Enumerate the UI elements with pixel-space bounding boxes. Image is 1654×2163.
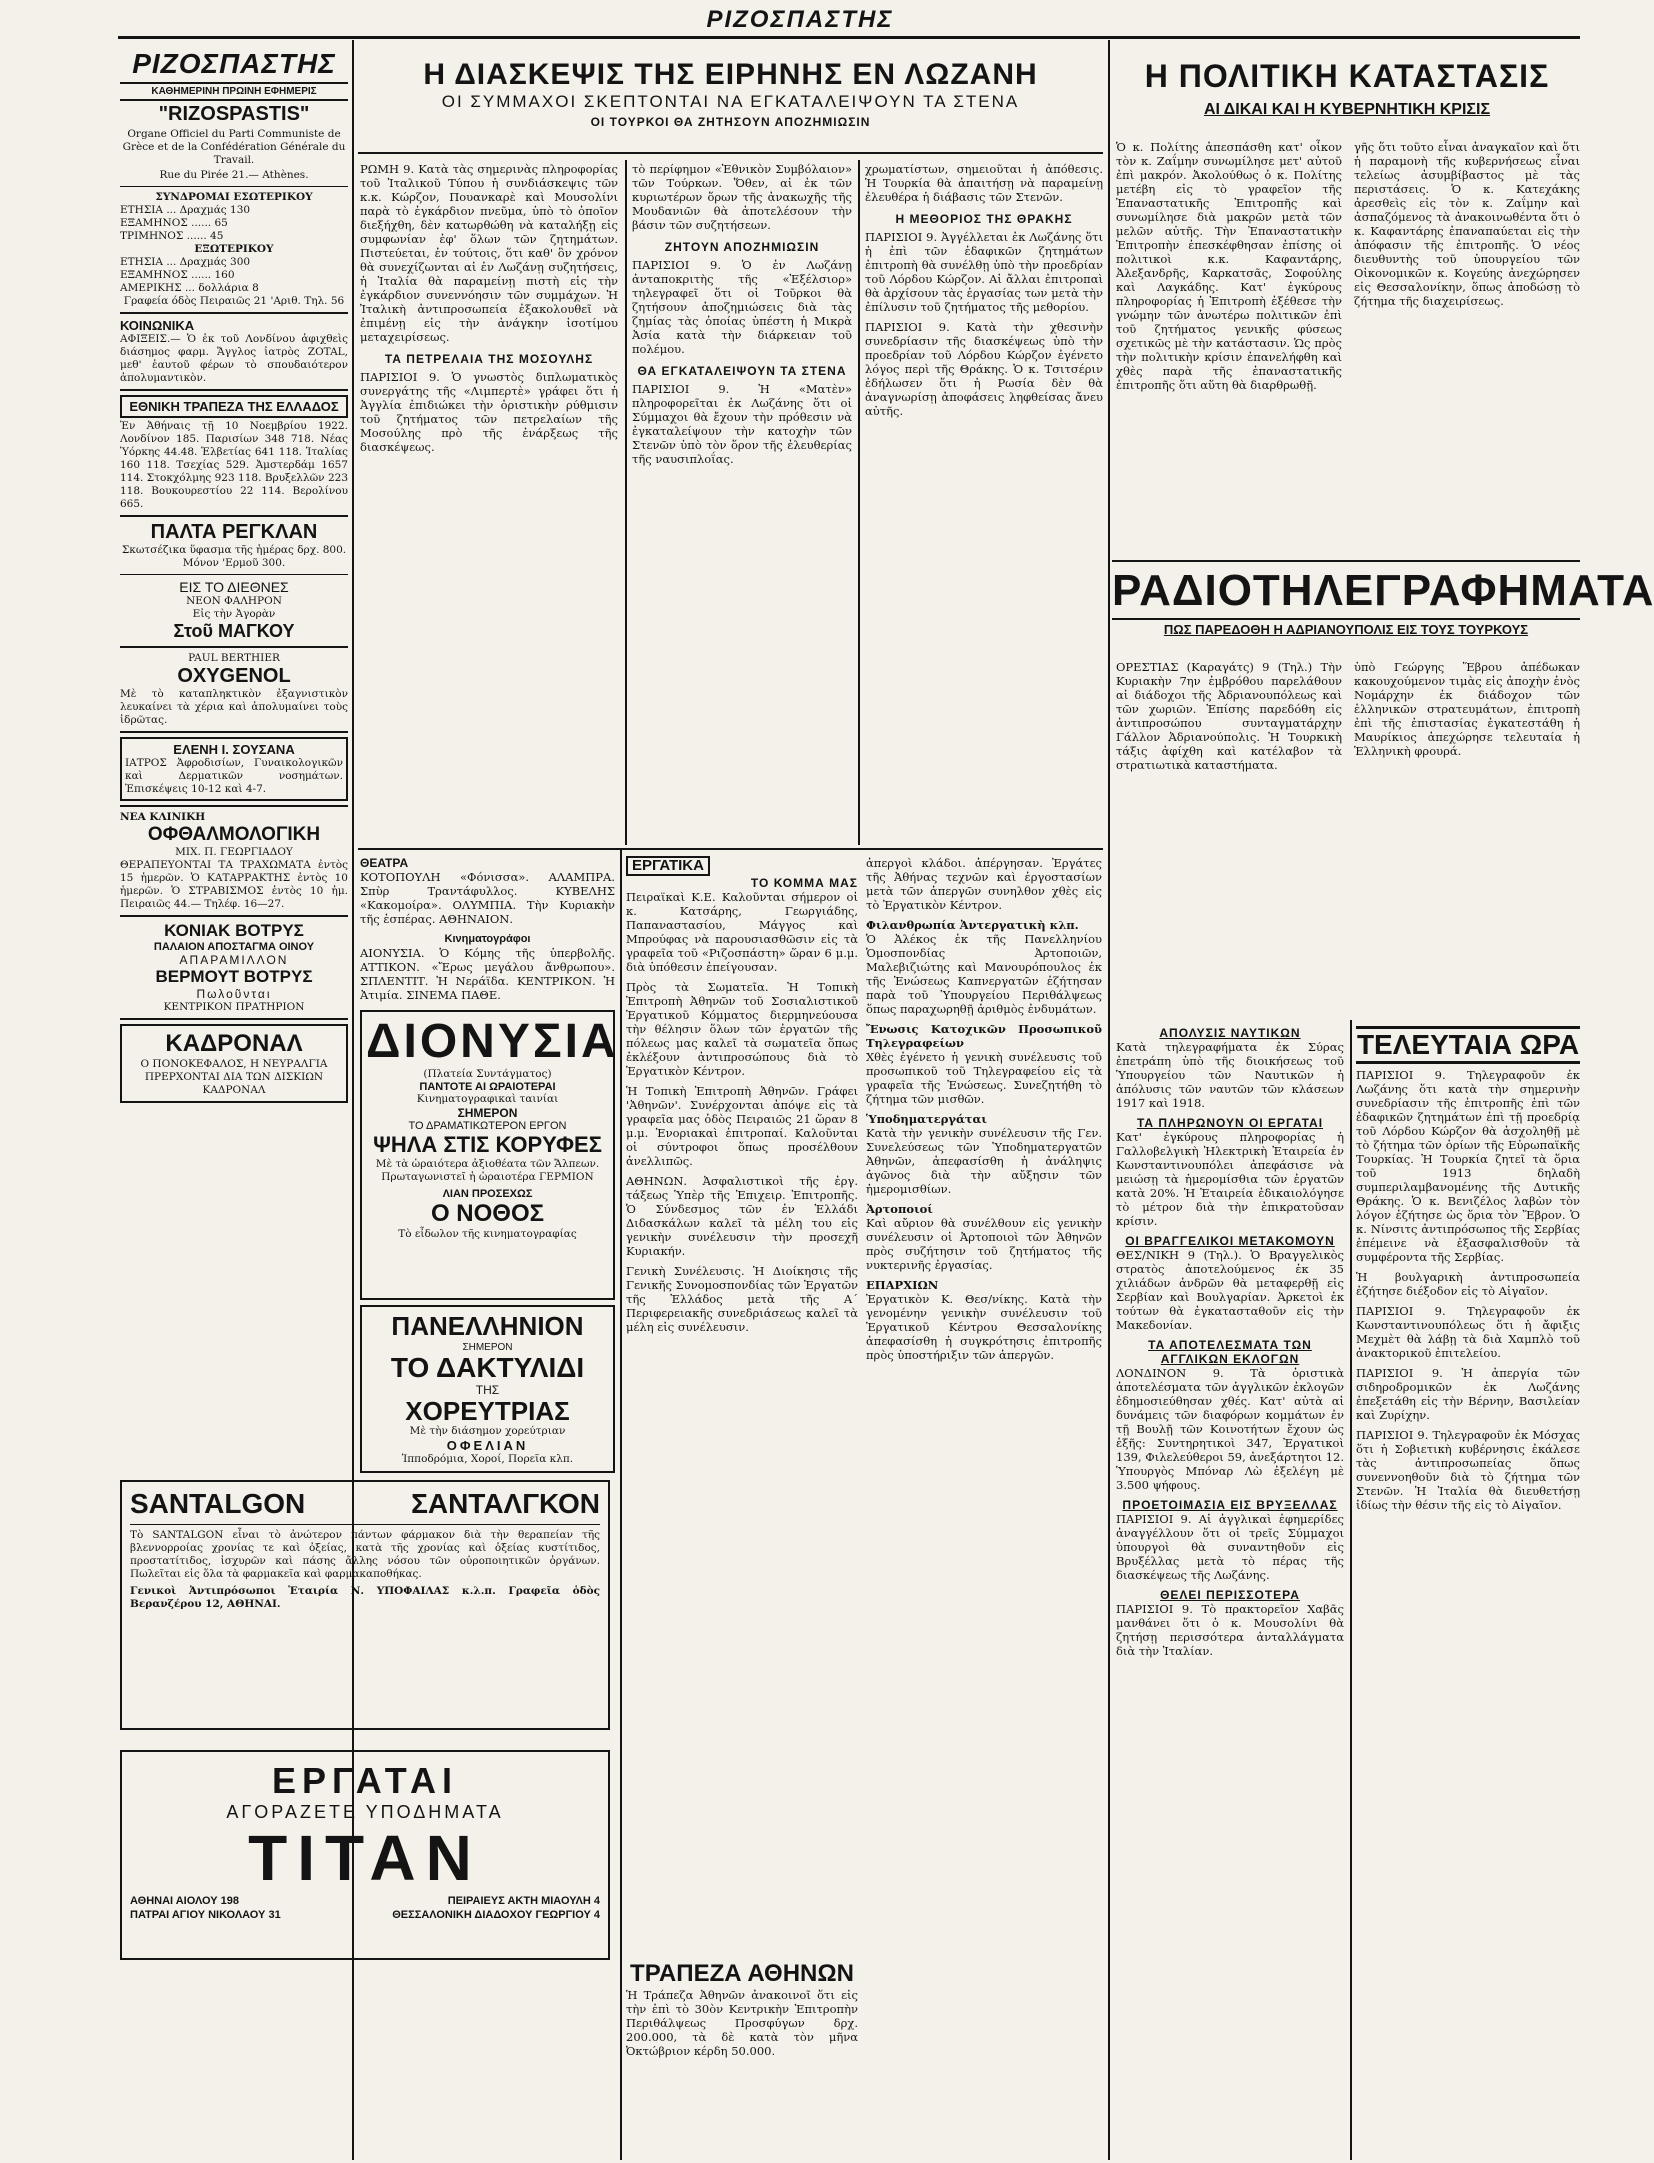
rule xyxy=(120,805,348,807)
last-hour-title: ΤΕΛΕΥΤΑΙΑ ΩΡΑ xyxy=(1356,1026,1580,1064)
rule xyxy=(120,915,348,917)
theatre-section xyxy=(360,856,615,1008)
wrangel-title: ΟΙ ΒΡΑΓΓΕΛΙΚΟΙ ΜΕΤΑΚΟΜΟΥΝ xyxy=(1125,1234,1335,1248)
more-text: ΠΑΡΙΣΙΟΙ 9. Τὸ πρακτορεῖον Χαβᾶς μανθάνει ὅτι ὁ κ. Μουσολίνι θὰ ζητήσῃ περισσότερα ἀνταλλάγματα διὰ τὴν Ἰταλίαν. xyxy=(1116,1602,1344,1658)
ad-kadronal-title: ΚΑΔΡΟΝΑΛ xyxy=(165,1030,303,1057)
titan-address: ΑΘΗΝΑΙ ΑΙΟΛΟΥ 198 xyxy=(130,1895,240,1907)
ergatika-col2-text: Ἐργατικὸν Κ. Θεσ/νίκης. Κατὰ τὴν γενομένην γενικὴν συνέλευσιν τοῦ Ἐργατικοῦ Κέντρου Θεσσαλονίκης ἀπεφασίσθη ἡ συγκρότησις ἐπιτροπῆς πρὸς ὑποστήριξιν τῶν ἀπεργῶν. xyxy=(866,1292,1102,1362)
ad-panellinion xyxy=(360,1305,615,1473)
ad-oxygenol-top: PAUL BERTHIER xyxy=(188,652,280,664)
last-hour-text: ΠΑΡΙΣΙΟΙ 9. Τηλεγραφοῦν ἐκ Μόσχας ὅτι ἡ Σοβιετικὴ κυβέρνησις ἐκάλεσε τὰς ἀντιπροσωπείας ὅπως συνεννοηθοῦν διὰ τὸ ζήτημα τῶν Στενῶν. Ἡ Ἰταλία θὰ διευθετήσῃ ἰδίως τὴν θέσιν τῆς εἰς τὸ Αἰγαῖον. xyxy=(1356,1428,1580,1512)
trapeza-title: ΤΡΑΠΕΖΑ ΑΘΗΝΩΝ xyxy=(630,1960,854,1987)
theatre-text: ΚΟΤΟΠΟΥΛΗ «Φόνισσα». ΑΛΑΜΠΡΑ. Σπὺρ Τραντάφυλλος. ΚΥΒΕΛΗΣ «Κακομοίρα». ΟΛΥΜΠΙΑ. Τὴν Κυριακὴν τῆς ἑσπέρας. ΑΘΗΝΑΙΟΝ. xyxy=(360,870,615,926)
ad-clinic-title: ΟΦΘΑΛΜΟΛΟΓΙΚΗ xyxy=(147,824,321,845)
koinonika-text: ΑΦΙΞΕΙΣ.— Ὁ ἐκ τοῦ Λονδίνου ἀφιχθεὶς διάσημος φαρμ. Ἄγγλος ἰατρὸς ZOTAL, μεθ' ἑαυτοῦ φέρων τὸ σπουδαιότερον ἀπολυμαντικὸν. xyxy=(120,333,348,384)
rule xyxy=(120,186,348,187)
dionysia-line: ΛΙΑΝ ΠΡΟΣΕΧΩΣ xyxy=(442,1188,533,1200)
radio-col1 xyxy=(1116,660,1342,778)
radio-header xyxy=(1112,566,1654,637)
rule xyxy=(358,848,1103,850)
ergatika-col2 xyxy=(866,856,1102,1368)
ad-kadronal-text: Ο ΠΟΝΟΚΕΦΑΛΟΣ, Η ΝΕΥΡΑΛΓΙΑ ΠΡΕΡΧΟΝΤΑΙ ΔΙΑ ΤΩΝ ΔΙΣΚΙΩΝ ΚΑΔΡΟΝΑΛ xyxy=(140,1058,328,1096)
thrace-text: ΠΑΡΙΣΙΟΙ 9. Ἀγγέλλεται ἐκ Λωζάνης ὅτι ἡ ἐπὶ τῶν ἐδαφικῶν ζητημάτων ἐπιτροπὴ θὰ συνέλθῃ ὑπὸ τὴν προεδρίαν τοῦ Λόρδου Κώρζον. Αἱ ἄλλαι ἐπιτροπαὶ θὰ ἀρχίσουν τὰς ἐργασίας των μετὰ τὴν ἐπίλυσιν τοῦ ζητήματος τῆς μεθορίου. xyxy=(865,230,1103,314)
ergatika-title: ΕΡΓΑΤΙΚΑ xyxy=(626,856,710,876)
ad-kadronal xyxy=(120,1024,348,1103)
stena-title: ΘΑ ΕΓΚΑΤΑΛΕΙΨΟΥΝ ΤΑ ΣΤΕΝΑ xyxy=(637,364,847,378)
politics-col1-text: Ὁ κ. Πολίτης ἀπεσπάσθη κατ' οἶκον τὸν κ. Ζαΐμην συνωμίλησε μετ' αὐτοῦ ἐπὶ μακρόν. Ἀκολούθως ὁ κ. Πολίτης μετέβη εἰς τὸ γραφεῖον τῆς Ἐπαναστατικῆς Ἐπιτροπῆς καὶ συνωμίλησε διὰ μακρῶν μετὰ τῶν μελῶν αὐτῆς. Τὴν Ἐπαναστατικὴν Ἐπιτροπὴν ἐπεσκέφθησαν ἐπίσης οἱ πολιτικοὶ κ.κ. Καφαντάρης, Ἀλεξανδρῆς, Καρκατσᾶς, Σοφούλης καὶ Λαγκάδης. Κατ' ἐγκύρους πληροφορίας ἡ Ἐπιτροπὴ ἐξέθεσε τὴν γνώμην τῶν ἀνωτέρω πολιτικῶν ἐπὶ τοῦ ζητήματος γενικῆς φύσεως σχετικῶς μὲ τὴν κατάστασιν. Ὡς πρὸς τὴν πολιτικὴν κρίσιν ἐπανελήφθη καὶ χθὲς παρὰ τῆς ἐπαναστατικῆς ἐπιτροπῆς ὅτι αὕτη θὰ διαρθρωθῇ. xyxy=(1116,140,1342,392)
column-rule xyxy=(858,160,860,845)
workers-pay-text: Κατ' ἐγκύρους πληροφορίας ἡ Γαλλοβελγικὴ Ἠλεκτρικὴ Ἑταιρεία ἐν Κωνσταντινουπόλει ἀπεφάσισε νὰ μειώσῃ τὰ ἡμερομίσθια τῶν ἐργατῶν κατὰ 20%. Ἡ Ἑταιρεία ἐδικαιολόγησε τὸ μέτρον διὰ τὴν ἐπικρατοῦσαν κρίσιν. xyxy=(1116,1130,1344,1228)
ad-botrys-line: ΚΟΝΙΑΚ ΒΟΤΡΥΣ xyxy=(164,921,304,940)
ad-botrys-line: ΚΕΝΤΡΙΚΟΝ ΠΡΑΤΗΡΙΟΝ xyxy=(163,1001,305,1013)
main-headline: Η ΔΙΑΣΚΕΨΙΣ ΤΗΣ ΕΙΡΗΝΗΣ ΕΝ ΛΩΖΑΝΗ xyxy=(423,58,1038,91)
titan-brand: ΤΙΤΑΝ xyxy=(248,1822,482,1894)
ergatika-col2-text: Χθὲς ἐγένετο ἡ γενικὴ συνέλευσις τοῦ προσωπικοῦ τοῦ Τηλεγραφείου εἰς τὰ γραφεῖα τῆς Ἑνώσεως. Συνεζητήθη τὸ ζήτημα τῶν μισθῶν. xyxy=(866,1050,1102,1106)
ergatika-col2-text: Κατὰ τὴν γενικὴν συνέλευσιν τῆς Γεν. Συνελεύσεως τῶν Ὑποδηματεργατῶν Ἀθηνῶν, ἀπεφασίσθη ἡ ἀνάληψις ἀγῶνος διὰ τὴν αὔξησιν τῶν ἡμερομισθίων. xyxy=(866,1126,1102,1196)
radio-news-col xyxy=(1116,1026,1344,1664)
panellinion-line: ΤΗΣ xyxy=(475,1383,500,1397)
radio-sub: ΠΩΣ ΠΑΡΕΔΟΘΗ Η ΑΔΡΙΑΝΟΥΠΟΛΙΣ ΕΙΣ ΤΟΥΣ ΤΟΥΡΚΟΥΣ xyxy=(1163,622,1529,637)
paper-address: Rue du Pirée 21.— Athènes. xyxy=(159,169,309,181)
ad-titan xyxy=(120,1750,610,1960)
last-hour-text: ΠΑΡΙΣΙΟΙ 9. Τηλεγραφοῦν ἐκ Κωνσταντινουπόλεως ὅτι ἡ ἄφιξις Μεχμὲτ θὰ λάβῃ τὰ διὰ Χαμπλὸ τοῦ ἀνακτορικοῦ ἐπιτελείου. xyxy=(1356,1304,1580,1360)
main-col3-text: χρωματίστων, σημειοῦται ἡ ἀπόθεσις. Ἡ Τουρκία θὰ ἀπαιτήσῃ νὰ παραμείνῃ ἐλευθέρα ἡ διάβασις τῶν Στενῶν. xyxy=(865,162,1103,204)
rule xyxy=(1112,560,1580,562)
rule xyxy=(120,1018,348,1020)
rule xyxy=(120,99,348,101)
office-address: Γραφεία όδὸς Πειραιῶς 21 'Αριθ. Τηλ. 56 xyxy=(123,295,345,307)
dionysia-line: Μὲ τὰ ὡραιότερα ἀξιοθέατα τῶν Ἄλπεων. Πρωταγωνιστεῖ ἡ ὡραιοτέρα ΓΕΡΜΙΟΝ xyxy=(375,1158,600,1183)
ad-paltaregklan-title: ΠΑΛΤΑ ΡΕΓΚΛΑΝ xyxy=(150,521,318,543)
top-rule xyxy=(118,36,1580,39)
panellinion-line: ΤΟ ΔΑΚΤΥΛΙΔΙ xyxy=(390,1352,585,1383)
subscription-line: ΕΤΗΣΙΑ ... Δραχμάς 130 xyxy=(120,204,251,216)
ergatika-sub: ΤΟ ΚΟΜΜΑ ΜΑΣ xyxy=(750,876,858,890)
apoz-text: ΠΑΡΙΣΙΟΙ 9. Ὁ ἐν Λωζάνῃ ἀνταποκριτὴς τῆς «Ἐξέλσιορ» τηλεγραφεῖ ὅτι οἱ Τοῦρκοι θὰ ζητήσουν ἀποζημιώσεις διὰ τὰς ζημίας τὰς ὁποίας ὑπέστη ἡ Μικρὰ Ἀσία κατὰ τὴν διάρκειαν τοῦ πολέμου. xyxy=(632,258,852,356)
rule xyxy=(130,1524,600,1525)
ad-doctor xyxy=(120,737,348,801)
dionysia-line: ΨΗΛΑ ΣΤΙΣ ΚΟΡΥΦΕΣ xyxy=(373,1132,602,1157)
ad-oxygenol-title: OXYGENOL xyxy=(177,665,291,687)
radio-col2-text: ὑπὸ Γεώργης Ἕβρου ἀπέδωκαν κακουχούμενον τιμὰς εἰς ἀποχὴν ἐνὸς Νομάρχην ἐκ διάδοχον τῶν ἑλληνικῶν στρατευμάτων, ἐπιτροπὴ ἐπὶ τῆς ἐπιστασίας ἐγκατεστάθη ἡ Μαυρίκιος ἀπεχώρησε τελευταία ἡ Ἑλληνικὴ φρουρά. xyxy=(1354,660,1580,758)
naval-title: ΑΠΟΛΥΣΙΣ ΝΑΥΤΙΚΩΝ xyxy=(1159,1026,1301,1040)
rule xyxy=(120,574,348,575)
column-rule xyxy=(1350,1020,1352,2160)
ergatika-text: Πειραϊκαὶ Κ.Ε. Καλοῦνται σήμερον οἱ κ. Κατσάρης, Γεωργιάδης, Παπαναστασίου, Μάγγος καὶ Μπρούφας νὰ παρουσιασθῶσιν εἰς τὰ γραφεῖα τοῦ «Ριζοσπάστη» ὥραν 6 μ.μ. διὰ ὑπόθεσιν ἐπείγουσαν. xyxy=(626,890,858,974)
elections-text: ΛΟΝΔΙΝΟΝ 9. Τὰ ὁριστικὰ ἀποτελέσματα τῶν ἀγγλικῶν ἐκλογῶν ἐδημοσιεύθησαν χθές. Κατ' αὐτὰ αἱ δυνάμεις τῶν διαφόρων κομμάτων ἐν τῇ Βουλῇ τῶν Κοινοτήτων ἔχουν ὡς ἑξῆς: Συντηρητικοὶ 347, Ἐργατικοὶ 139, Φιλελεύθεροι 59, ἀνεξάρτητοι 12. Ὑπουργὸς Μπόναρ Λὼ ἐξελέγη μὲ 3.500 ψήφους. xyxy=(1116,1366,1344,1492)
politics-header xyxy=(1114,58,1580,119)
ergatika-text: ΑΘΗΝΩΝ. Ἀσφαλιστικοὶ τῆς ἐργ. τάξεως Ὑπὲρ τῆς Ἐπιχειρ. Ἐπιτροπῆς. Ὁ Σύνδεσμος τῶν ἐν Ἑλλάδι Διδασκάλων καλεῖ τὰ μέλη του εἰς γενικὴν συνέλευσιν τὴν προσεχῆ Κυριακήν. xyxy=(626,1174,858,1258)
ergatika-text: Γενικὴ Συνέλευσις. Ἡ Διοίκησις τῆς Γενικῆς Συνομοσπονδίας τῶν Ἐργατῶν τῆς Ἑλλάδος μετὰ τῆς Α΄ Περιφερειακῆς συνεδριάσεως καλεῖ τὰ μέλη εἰς συνέλευσιν. xyxy=(626,1264,858,1334)
rule xyxy=(120,731,348,733)
titan-line2: ΑΓΟΡΑΖΕΤΕ ΥΠΟΔΗΜΑΤΑ xyxy=(226,1802,504,1822)
ad-botrys-line: Πωλοῦνται xyxy=(196,987,272,1001)
column-rule xyxy=(1108,40,1110,2160)
rule xyxy=(120,312,348,314)
trapeza-text: Ἡ Τράπεζα Ἀθηνῶν ἀνακοινοῖ ὅτι εἰς τὴν ἐπὶ τὸ 30ὸν Κεντρικὴν Ἐπιτροπὴν Περιθάλψεως Προσφύγων δρχ. 200.000, τὰ δὲ κατὰ τὸν μῆνα Ὀκτώβριον κέρδη 50.000. xyxy=(626,1988,858,2058)
dionysia-line: ΠΑΝΤΟΤΕ ΑΙ ΩΡΑΙΟΤΕΡΑΙ xyxy=(419,1081,556,1093)
radio-title: ΡΑΔΙΟΤΗΛΕΓΡΑΦΗΜΑΤΑ xyxy=(1112,566,1654,615)
panellinion-line: ΧΟΡΕΥΤΡΙΑΣ xyxy=(405,1396,570,1426)
dionysia-line: Κινηματογραφικαὶ ταινίαι xyxy=(416,1093,559,1105)
ad-dieth-name: Στοῦ ΜΑΓΚΟΥ xyxy=(173,621,295,641)
koinonika-title: ΚΟΙΝΩΝΙΚΑ xyxy=(120,318,195,333)
dionysia-line: Τὸ εἶδωλον τῆς κινηματογραφίας xyxy=(398,1228,577,1240)
ergatika-col2-text: Καὶ αὔριον θὰ συνέλθουν εἰς γενικὴν συνέλευσιν οἱ Ἀρτοποιοὶ τῶν Ἀθηνῶν πρὸς συζήτησιν τοῦ ζητήματος τῆς νυκτερινῆς ἐργασίας. xyxy=(866,1216,1102,1272)
dionysia-line: ΤΟ ΔΡΑΜΑΤΙΚΩΤΕΡΟΝ ΕΡΓΟΝ xyxy=(408,1120,567,1132)
panellinion-line: Μὲ τὴν διάσημον χορεύτριαν xyxy=(409,1425,566,1437)
subscription-line: ΑΜΕΡΙΚΗΣ ... δολλάρια 8 xyxy=(120,282,259,294)
main-col-1 xyxy=(360,162,618,460)
titan-address: ΘΕΣΣΑΛΟΝΙΚΗ ΔΙΑΔΟΧΟΥ ΓΕΩΡΓΙΟΥ 4 xyxy=(392,1909,600,1921)
ad-doctor-text: ΙΑΤΡΟΣ Ἀφροδισίων, Γυναικολογικῶν καὶ Δερματικῶν νοσημάτων. Ἐπισκέψεις 10-12 καὶ 4-7. xyxy=(125,757,343,795)
cinema-text: ΑΙΟΝΥΣΙΑ. Ὁ Κόμης τῆς ὑπερβολῆς. ΑΤΤΙΚΟΝ. «Ἔρως μεγάλου ἄνθρωπου». ΣΠΛΕΝΤΙΤ. Ἡ Νεράϊδα. ΚΕΝΤΡΙΚΟΝ. Ἡ Ἀτιμία. ΣΙΝΕΜΑ ΠΑΘΕ. xyxy=(360,946,615,1002)
ergatika-col2-text: ἀπεργοὶ κλάδοι. ἀπέργησαν. Ἐργάτες τῆς Ἀθήνας τεχνῶν καὶ ἐργοστασίων μετὰ τῶν ἀπεργῶν συνηλθον χθὲς εἰς τὸ Ἐργατικὸν Κέντρον. xyxy=(866,856,1102,912)
ad-santalgon xyxy=(120,1480,610,1730)
subscription-line: ΕΤΗΣΙΑ ... Δραχμάς 300 xyxy=(120,256,251,268)
panellinion-line: ΣΗΜΕΡΟΝ xyxy=(462,1342,513,1353)
last-hour-text: Ἡ βουλγαρικὴ ἀντιπροσωπεία ἐζήτησε διέξοδον εἰς τὸ Αἰγαῖον. xyxy=(1356,1270,1580,1298)
subscription-line: ΤΡΙΜΗΝΟΣ ...... 45 xyxy=(120,230,224,242)
last-hour-text: ΠΑΡΙΣΙΟΙ 9. Ἡ ἀπεργία τῶν σιδηροδρομικῶν ἐκ Λωζάνης ἐπεξετάθη εἰς τὴν Βέρνην, Βασιλείαν καὶ Ζυρίχην. xyxy=(1356,1366,1580,1422)
rule xyxy=(1112,618,1580,620)
rule xyxy=(120,646,348,648)
ad-dieth-place: Εἰς τὴν Ἀγορὰν xyxy=(192,608,276,620)
ad-dieth-title: ΕΙΣ ΤΟ ΔΙΕΘΝΕΣ xyxy=(179,579,289,595)
ad-paltaregklan-text: Σκωτσέζικα ὕφασμα τῆς ἡμέρας δρχ. 800. Μόνον 'Ερμοῦ 300. xyxy=(121,544,347,569)
titan-line1: ΕΡΓΑΤΑΙ xyxy=(271,1760,459,1801)
rule xyxy=(120,515,348,517)
trapeza-athinon xyxy=(626,1960,858,2064)
column-rule xyxy=(620,850,622,2160)
subscription-line: ΕΞΑΜΗΝΟΣ ...... 160 xyxy=(120,269,235,281)
ergatika-col2-title: Ἔνωσις Κατοχικῶν Προσωπικοῦ Τηλεγραφείων xyxy=(866,1022,1102,1050)
ergatika-col2-title: Ὑποδηματεργάται xyxy=(866,1112,987,1126)
paper-title: ΡΙΖΟΣΠΑΣΤΗΣ xyxy=(132,48,336,79)
cinema-title: Κινηματογράφοι xyxy=(444,933,531,945)
rule xyxy=(358,152,1103,154)
titan-address: ΠΑΤΡΑΙ ΑΓΙΟΥ ΝΙΚΟΛΑΟΥ 31 xyxy=(130,1909,281,1921)
ergatika-col2-title: Φιλανθρωπία Ἀντεργατικὴ κλπ. xyxy=(866,918,1079,932)
ad-oxygenol-text: Μὲ τὸ καταπληκτικὸν ἐξαγνιστικὸν λευκαίνει τὰ χέρια καὶ ἀπολυμαίνει τοὺς ἰδρῶτας. xyxy=(120,688,348,726)
santalgon-title-greek: ΣΑΝΤΑΛΓΚΟΝ xyxy=(411,1488,600,1519)
titan-address: ΠΕΙΡΑΙΕΥΣ ΑΚΤΗ ΜΙΑΟΥΛΗ 4 xyxy=(447,1895,600,1907)
naval-text: Κατὰ τηλεγραφήματα ἐκ Σύρας ἐπετράπη ὑπὸ τῆς διοικήσεως τοῦ Ὑπουργείου τῶν Ναυτικῶν ἡ ἀπόλυσις τῶν ναυτῶν τῶν κλάσεων 1917 καὶ 1918. xyxy=(1116,1040,1344,1110)
last-hour-text: ΠΑΡΙΣΙΟΙ 9. Τηλεγραφοῦν ἐκ Λωζάνης ὅτι κατὰ τὴν σημερινὴν συνεδρίασιν τῆς ἐπιτροπῆς ἐπὶ τῶν ἐδαφικῶν ζητημάτων ἐπὶ τῇ προεδρίᾳ τοῦ Λόρδου Κώρζον θὰ ἀσχοληθῇ μὲ τὸ ζήτημα τῶν ὁρίων τῆς Εὐρωπαϊκῆς Τουρκίας. Ἡ Τουρκία ζητεῖ τὰ ὅρια τοῦ 1913 δηλαδὴ συμπεριλαμβανομένης τῆς Δυτικῆς Θράκης. Ὁ κ. Βενιζέλος λαβὼν τὸν λόγον ἐζήτησε ὡς ὅρια τὸν Ἕβρον. Ὁ κ. Νίνσιτς ἀντιπρόσωπος τῆς Σερβίας ἐπέμεινε νὰ ἐξασφαλισθοῦν τὰ συμφέροντα τῆς Σερβίας. xyxy=(1356,1068,1580,1264)
main-col1-text: ΡΩΜΗ 9. Κατὰ τὰς σημερινὰς πληροφορίας τοῦ Ἰταλικοῦ Τύπου ἡ συνδιάσκεψις τῶν κ.κ. Κώρζον, Πουανκαρὲ καὶ Μουσολίνι παρὰ τὸ ἐγκάρδιον πνεῦμα, ὑπὸ τὸ ὁποῖον διεξήχθη, δὲν κατωρθώθη νὰ καταλήξῃ εἰς συμφωνίαν ἐφ' ὅλων τῶν ζητημάτων. Πιστεύεται, ἐν τούτοις, ὅτι καθ' ὃν χρόνον θὰ συνεχίζωνται αἱ ἐν Λωζάνῃ συζητήσεις, ἡ Ἰταλία θὰ παραμείνῃ πιστὴ εἰς τὴν ἐγκάρδιον συνεννόησιν τῶν συμμάχων. Ἡ Ἰταλικὴ ἀντιπροσωπεία ἐξακολουθεῖ νὰ ἐπιμένῃ εἰς τὴν ἀνάγκην ἰσοτίμου μεταχειρίσεως. xyxy=(360,162,618,344)
main-article-header xyxy=(358,58,1103,129)
theatre-title: ΘΕΑΤΡΑ xyxy=(360,856,409,870)
left-column xyxy=(120,48,348,1103)
santalgon-title-latin: SANTALGON xyxy=(130,1488,306,1519)
last-hour xyxy=(1356,1026,1580,1518)
latin-title: "RIZOSPASTIS" xyxy=(158,103,310,125)
panellinion-title: ΠΑΝΕΛΛΗΝΙΟΝ xyxy=(391,1311,584,1341)
elections-title: ΤΑ ΑΠΟΤΕΛΕΣΜΑΤΑ ΤΩΝ ΑΓΓΛΙΚΩΝ ΕΚΛΟΓΩΝ xyxy=(1148,1338,1312,1366)
ad-clinic-text: ΘΕΡΑΠΕΥΟΝΤΑΙ ΤΑ ΤΡΑΧΩΜΑΤΑ ἐντὸς 15 ἡμερῶν. Ὁ ΚΑΤΑΡΡΑΚΤΗΣ ἐντὸς 10 ἡμερῶν. Ὁ ΣΤΡΑΒΙΣΜΟΣ ἐντὸς 10 ἡμ. Πειραιῶς 44.— Τηλέφ. 16—27. xyxy=(120,859,348,910)
dionysia-line: Ο ΝΟΘΟΣ xyxy=(430,1200,545,1227)
latin-description: Organe Officiel du Parti Communiste de Grèce et de la Confédération Générale du Travail. xyxy=(122,128,346,166)
wrangel-text: ΘΕΣ/ΝΙΚΗ 9 (Τηλ.). Ὁ Βραγγελικὸς στρατὸς ἀποτελούμενος ἐκ 35 χιλιάδων ἀνδρῶν θὰ μεταφερθῇ εἰς Σερβίαν καὶ Βουλγαρίαν. Ἀρκετοὶ ἐκ τούτων θὰ ἐγκατασταθοῦν εἰς τὴν Μακεδονίαν. xyxy=(1116,1248,1344,1332)
santalgon-agents: Γενικοὶ Ἀντιπρόσωποι Ἑταιρία Ν. ΥΠΟΦΑΙΛΑΣ κ.λ.π. Γραφεῖα ὁδὸς Βερανζέρου 12, ΑΘΗΝΑΙ. xyxy=(130,1585,600,1610)
foreign-subscriptions-title: ΕΞΩΤΕΡΙΚΟΥ xyxy=(194,243,274,255)
main-subheadline: ΟΙ ΣΥΜΜΑΧΟΙ ΣΚΕΠΤΟΝΤΑΙ ΝΑ ΕΓΚΑΤΑΛΕΙΨΟΥΝ ΤΑ ΣΤΕΝΑ xyxy=(441,92,1020,111)
ergatika-col2-text: Ὁ Ἀλέκος ἐκ τῆς Πανελληνίου Ὁμοσπονδίας Ἀρτοποιῶν, Μαλεβιζιώτης καὶ Μανουρόπουλος ἐκ τῆς Ἑνώσεως Καπνεργατῶν ἐζήτησαν παρὰ τοῦ Ὑπουργείου Περιθάλψεως ὅπως παραχωρηθῇ ἀριθμὸς ἐνδυμάτων. xyxy=(866,932,1102,1016)
paper-subtitle: ΚΑΘΗΜΕΡΙΝΗ ΠΡΩΙΝΗ ΕΦΗΜΕΡΙΣ xyxy=(151,86,317,97)
politics-col2-text: γῆς ὅτι τοῦτο εἶναι ἀναγκαῖον καὶ ὅτι ἡ παραμονὴ τῆς κυβερνήσεως εἶναι τελείως ἀσυμβίβαστος μὲ τὰς περιστάσεις. Ὁ κ. Κατεχάκης ἀρεσθεὶς εἰς τὸν κ. Ζαΐμην καὶ ἀσπαζόμενος τὰ ἀνακοινωθέντα ὅτι ὁ κ. Καφαντάρης ἐπαναπαύεται εἰς τὴν ἀπόφασιν τῆς ἐπιτροπῆς. Ὁ νέος διευθυντὴς τοῦ ὑπουργείου τῶν Οἰκονομικῶν κ. Κογεύης ἀνεχώρησεν εἰς Θεσσαλονίκην, ὅπως ἀποδώσῃ τὸ ζήτημα τῆς διαχειρίσεως. xyxy=(1354,140,1580,308)
dionysia-line: (Πλατεία Συντάγματος) xyxy=(423,1068,552,1080)
petrol-text: ΠΑΡΙΣΙΟΙ 9. Ὁ γνωστὸς διπλωματικὸς συνεργάτης τῆς «Λιμπερτὲ» γράφει ὅτι ἡ Ἀγγλία ἐπιδιώκει τὴν ὁριστικὴν ρύθμισιν τοῦ ζητήματος τῶν πετρελαίων τῆς Μοσούλης πρὸ τῆς ἐνάρξεως τῆς διασκέψεως. xyxy=(360,370,618,454)
politics-col2 xyxy=(1354,140,1580,314)
brussels-title: ΠΡΟΕΤΟΙΜΑΣΙΑ ΕΙΣ ΒΡΥΞΕΛΛΑΣ xyxy=(1122,1498,1338,1512)
ergatika-col2-title: ΕΠΑΡΧΙΩΝ xyxy=(866,1278,939,1292)
ad-clinic-sub: ΜΙΧ. Π. ΓΕΩΡΓΙΑΔΟΥ xyxy=(175,846,293,858)
ergatika-text: Πρὸς τὰ Σωματεῖα. Ἡ Τοπικὴ Ἐπιτροπὴ Ἀθηνῶν τοῦ Σοσιαλιστικοῦ Ἐργατικοῦ Κόμματος διερμηνεύουσα τὴν θέλησιν ὅλων τῶν ἐργατῶν τῆς πόλεως μας καλεῖ τὰ σωματεῖα ὅπως ἐκλέξουν ἀντιπροσώπους διὰ τὸ Ἐργατικὸν Κέντρον. xyxy=(626,980,858,1078)
subscriptions-title: ΣΥΝΔΡΟΜΑΙ ΕΣΩΤΕΡΙΚΟΥ xyxy=(155,191,313,203)
ergatika-text: Ἡ Τοπικὴ Ἐπιτροπὴ Ἀθηνῶν. Γράφει 'Ἀθηνῶν'. Συνέρχονται ἀπόψε εἰς τὰ γραφεῖα μας ὁδὸς Πειραιῶς 21 ὥραν 8 μ.μ. Ἐνοριακαὶ ἐπιτροπαί. Καλοῦνται οἱ σύντροφοι ὅπως προσέλθουν ἀνελλιπῶς. xyxy=(626,1084,858,1168)
main-col-3 xyxy=(865,162,1103,424)
ergatika-col1 xyxy=(626,856,858,1340)
stena-text: ΠΑΡΙΣΙΟΙ 9. Ἡ «Ματὲν» πληροφορεῖται ἐκ Λωζάνης ὅτι οἱ Σύμμαχοι θὰ ἔχουν τὴν πρόθεσιν νὰ ἐγκαταλείψουν τὴν κατοχὴν τῶν Στενῶν ὑπὸ τὸν ὅρον τῆς ἐλευθερίας τῆς ναυσιπλοΐας. xyxy=(632,382,852,466)
dionysia-line: ΣΗΜΕΡΟΝ xyxy=(457,1106,518,1120)
ad-doctor-title: ΕΛΕΝΗ Ι. ΣΟΥΣΑΝΑ xyxy=(173,742,295,757)
petrol-title: ΤΑ ΠΕΤΡΕΛΑΙΑ ΤΗΣ ΜΟΣΟΥΛΗΣ xyxy=(384,352,594,366)
ad-botrys-line: ΠΑΛΑΙΟΝ ΑΠΟΣΤΑΓΜΑ ΟΙΝΟΥ xyxy=(153,941,315,953)
apoz-title: ΖΗΤΟΥΝ ΑΠΟΖΗΜΙΩΣΙΝ xyxy=(664,240,820,254)
column-rule xyxy=(625,160,627,845)
main-subheadline-2: ΟΙ ΤΟΥΡΚΟΙ ΘΑ ΖΗΤΗΣΟΥΝ ΑΠΟΖΗΜΙΩΣΙΝ xyxy=(590,115,871,129)
subscription-line: ΕΞΑΜΗΝΟΣ ...... 65 xyxy=(120,217,228,229)
ad-botrys-line: ΑΠΑΡΑΜΙΛΛΟΝ xyxy=(179,953,289,967)
masthead: ΡΙΖΟΣΠΑΣΤΗΣ xyxy=(706,6,894,33)
bank-rates: Ἐν Ἀθήναις τῇ 10 Νοεμβρίου 1922. Λονδίνον 185. Παρισίων 348 718. Νέας Ὑόρκης 44.48. Ἑλβετίας 641 118. Ἰταλίας 160 118. Τσεχίας 529. Ἀμστερδάμ 1657 114. Στοκχόλμης 923 118. Βρυξελλῶν 223 118. Βουκουρεστίου 22 114. Βερολίνου 665. xyxy=(120,420,348,510)
ad-dionysia xyxy=(360,1010,619,1300)
rule xyxy=(120,82,348,84)
main-col3-bottom: ΠΑΡΙΣΙΟΙ 9. Κατὰ τὴν χθεσινὴν συνεδρίασιν τῆς διασκέψεως ὑπὸ τὴν προεδρίαν τοῦ Λόρδου Κώρζον ἐγένετο λόγος περὶ τῆς Θράκης. Ὁ κ. Τσιτσέριν ἐδήλωσεν ὅτι ἡ Ρωσία δὲν θὰ ἀναγνωρίσῃ ἀποφάσεις ληφθείσας ἄνευ αὐτῆς. xyxy=(865,320,1103,418)
ad-botrys-line: ΒΕΡΜΟΥΤ ΒΟΤΡΥΣ xyxy=(155,967,313,986)
main-col-2 xyxy=(632,162,852,472)
ad-clinic-top: ΝΕΑ ΚΛΙΝΙΚΗ xyxy=(120,811,206,823)
panellinion-line: ΟΦΕΛΙΑΝ xyxy=(446,1438,529,1453)
rule xyxy=(120,389,348,391)
panellinion-line: Ἱπποδρόμια, Χοροί, Πορεῖα κλπ. xyxy=(401,1453,574,1465)
ad-dieth-sub: ΝΕΟΝ ΦΑΛΗΡΟΝ xyxy=(186,595,282,607)
dionysia-title: ΔΙΟΝΥΣΙΑ xyxy=(366,1015,619,1068)
ergatika-col2-title: Ἀρτοποιοί xyxy=(866,1202,933,1216)
santalgon-text: Τὸ SANTALGON εἶναι τὸ ἀνώτερον πάντων φάρμακον διὰ τὴν θεραπείαν τῆς βλεννορροίας χρονίας τε καὶ ὀξείας, κατὰ τῆς χρονίας καὶ ὀξείας κυστίτιδος, προστατίτιδος, ἰσχυρῶν καὶ πάσης ἄλλης νόσου τῶν οὐροποιητικῶν ὀργάνων. Πωλεῖται εἰς ὅλα τὰ φαρμακεῖα καὶ φαρμακαποθήκας. xyxy=(130,1529,600,1580)
radio-col1-text: ΟΡΕΣΤΙΑΣ (Καραγάτς) 9 (Τηλ.) Τὴν Κυριακὴν 7ην ἐμβρόθου παρελάθουν αἱ διάδοχοι τῆς Ἀδριανουπόλεως καὶ τῶν χωριῶν. Ἐπίσης παρεδόθη εἰς ἀντιπροσώπου συνταγματάρχην Γάλλον Ἀδριανούπολις. Ἡ Τουρκικὴ τάξις ἀφίχθη καὶ κατέλαβον τὰ στρατιωτικὰ καταστήματα. xyxy=(1116,660,1342,772)
politics-headline: Η ΠΟΛΙΤΙΚΗ ΚΑΤΑΣΤΑΣΙΣ xyxy=(1144,58,1550,94)
bank-title: ΕΘΝΙΚΗ ΤΡΑΠΕΖΑ ΤΗΣ ΕΛΛΑΔΟΣ xyxy=(120,395,348,418)
more-title: ΘΕΛΕΙ ΠΕΡΙΣΣΟΤΕΡΑ xyxy=(1160,1588,1300,1602)
workers-pay-title: ΤΑ ΠΛΗΡΩΝΟΥΝ ΟΙ ΕΡΓΑΤΑΙ xyxy=(1136,1116,1324,1130)
thrace-title: Η ΜΕΘΟΡΙΟΣ ΤΗΣ ΘΡΑΚΗΣ xyxy=(895,212,1073,226)
politics-sub: ΑΙ ΔΙΚΑΙ ΚΑΙ Η ΚΥΒΕΡΝΗΤΙΚΗ ΚΡΙΣΙΣ xyxy=(1203,101,1491,118)
politics-col1 xyxy=(1116,140,1342,398)
radio-col2 xyxy=(1354,660,1580,764)
main-col2-text: τὸ περίφημον «Ἐθνικὸν Συμβόλαιον» τῶν Τούρκων. Ὅθεν, αἱ ἐκ τῶν κυριωτέρων ὅρων τῆς ἀνακωχῆς τῆς Μουδανιῶν θὰ ἀποτελέσουν τὴν βάσιν τῶν συζητήσεων. xyxy=(632,162,852,232)
brussels-text: ΠΑΡΙΣΙΟΙ 9. Αἱ ἀγγλικαὶ ἐφημερίδες ἀναγγέλλουν ὅτι οἱ τρεῖς Σύμμαχοι ὑπουργοὶ θὰ συναντηθοῦν εἰς Βρυξέλλας μετὰ τὸ πέρας τῆς διασκέψεως τῆς Λωζάνης. xyxy=(1116,1512,1344,1582)
